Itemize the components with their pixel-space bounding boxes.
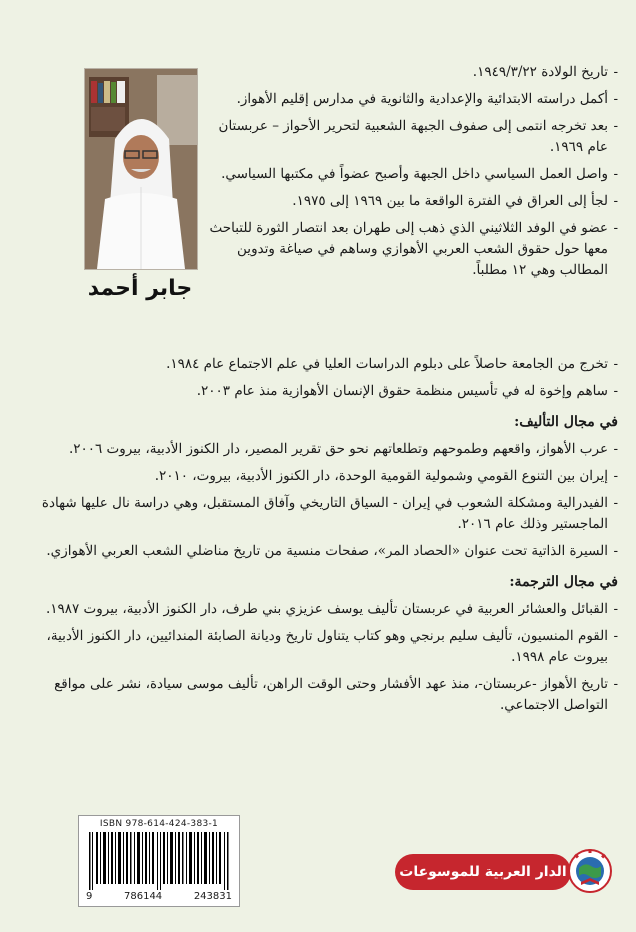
translation-title: في مجال الترجمة: <box>509 574 618 590</box>
authorship-item: - السيرة الذاتية تحت عنوان «الحصاد المر»، صفحات منسية من تاريخ مناضلي الشعب العربي الأهوازي. <box>18 541 618 562</box>
globe-book-logo-icon <box>567 848 613 894</box>
main-content <box>18 354 618 722</box>
author-name: جابر أحمد <box>87 276 193 301</box>
bio-item: - ساهم وإخوة له في تأسيس منظمة حقوق الإنسان الأهوازية منذ عام ٢٠٠٣. <box>18 381 618 402</box>
barcode-digits <box>86 891 232 902</box>
bio-item: - عضو في الوفد الثلاثيني الذي ذهب إلى طهران بعد انتصار الثورة للتباحث معها حول حقوق الشعب العربي الأهوازي وساهم في صياغة وتدوين المطالب وهي ١٢ مطلباً. <box>208 218 618 281</box>
publisher-name: الدار العربية للموسوعات <box>395 854 571 890</box>
bio-list <box>208 62 618 281</box>
isbn-number: ISBN 978-614-424-383-1 <box>99 819 219 829</box>
author-portrait-icon <box>85 69 197 269</box>
isbn-barcode <box>78 815 240 907</box>
authorship-item: - عرب الأهواز، واقعهم وطموحهم وتطلعاتهم نحو حق تقرير المصير، دار الكنوز الأدبية، بيروت ٢٠٠٦. <box>18 439 618 460</box>
authorship-item: - إيران بين التنوع القومي وشمولية القومية الوحدة، دار الكنوز الأدبية، بيروت، ٢٠١٠. <box>18 466 618 487</box>
bio-item: - لجأ إلى العراق في الفترة الواقعة ما بين ١٩٦٩ إلى ١٩٧٥. <box>208 191 618 212</box>
translation-item: - القوم المنسيون، تأليف سليم برنجي وهو كتاب يتناول تاريخ وديانة الصابئة المندائيين، دار الكنوز الأدبية، بيروت عام ١٩٩٨. <box>18 626 618 668</box>
authorship-list <box>18 439 618 562</box>
authorship-item: - الفيدرالية ومشكلة الشعوب في إيران - السياق التاريخي وآفاق المستقبل، وهي دراسة نال عليها شهادة الماجستير وذلك عام ٢٠١٦. <box>18 493 618 535</box>
bio-list-continued <box>18 354 618 402</box>
author-photo <box>84 68 198 270</box>
author-bio <box>208 62 618 287</box>
barcode-digit-group: 9 <box>86 891 93 902</box>
bio-item: - بعد تخرجه انتمى إلى صفوف الجبهة الشعبية لتحرير الأحواز – عربستان عام ١٩٦٩. <box>208 116 618 158</box>
translation-item: - القبائل والعشائر العربية في عربستان تأليف يوسف عزيزي بني طرف، دار الكنوز الأدبية، بيروت ١٩٨٧. <box>18 599 618 620</box>
bio-item: - تاريخ الولادة ١٩٤٩/٣/٢٢. <box>208 62 618 83</box>
publisher-logo <box>395 848 611 894</box>
translation-list <box>18 599 618 716</box>
barcode-digit-group: 786144 <box>124 891 163 902</box>
translation-item: - تاريخ الأهواز -عربستان-، منذ عهد الأفشار وحتى الوقت الراهن، تأليف موسى سيادة، نشر على مواقع التواصل الاجتماعي. <box>18 674 618 716</box>
barcode-digit-group: 243831 <box>193 891 232 902</box>
bio-item: - أكمل دراسته الابتدائية والإعدادية والثانوية في مدارس إقليم الأهواز. <box>208 89 618 110</box>
barcode-icon <box>87 832 231 890</box>
bio-item: - واصل العمل السياسي داخل الجبهة وأصبح عضواً في مكتبها السياسي. <box>208 164 618 185</box>
bio-item: - تخرج من الجامعة حاصلاً على دبلوم الدراسات العليا في علم الاجتماع عام ١٩٨٤. <box>18 354 618 375</box>
authorship-title: في مجال التأليف: <box>514 414 618 430</box>
